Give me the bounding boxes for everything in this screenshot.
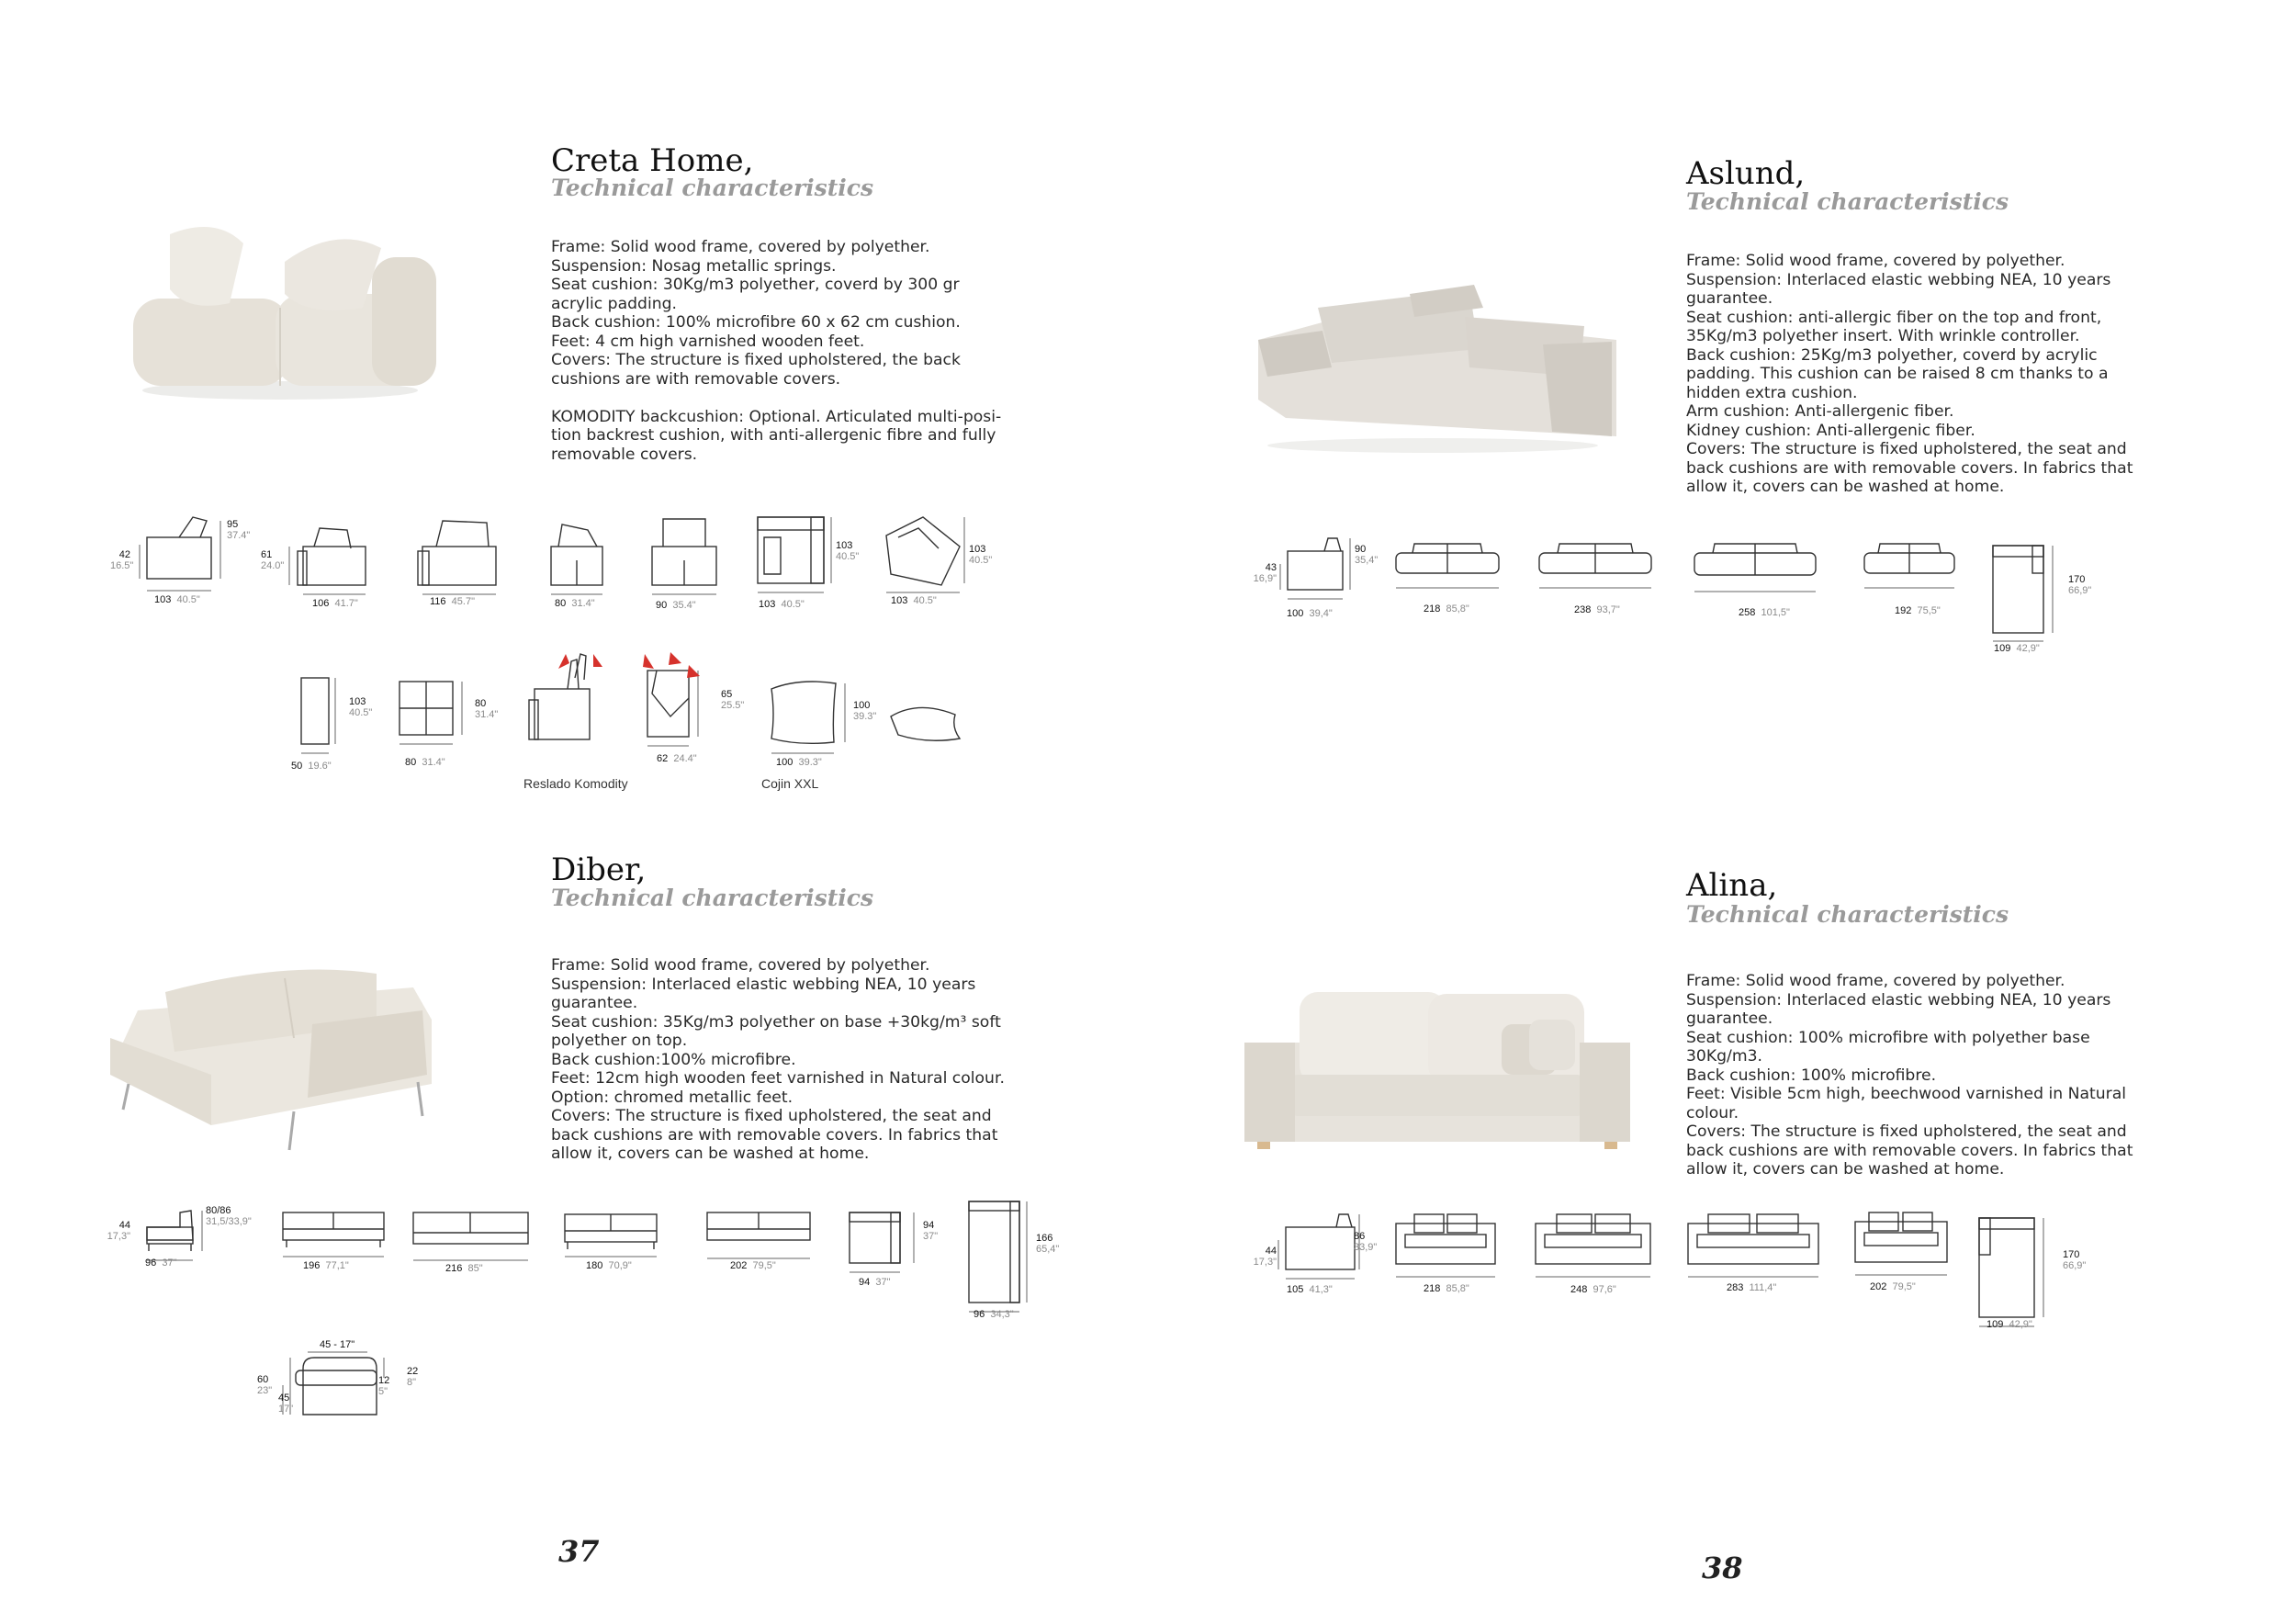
aslund-s6-width: 109 — [1994, 643, 2011, 654]
alina-l2-width-in: 85,8" — [1446, 1283, 1469, 1294]
aslund-s6-height: 170 — [2068, 574, 2086, 585]
diber-d4-width-in: 70,9" — [608, 1260, 632, 1271]
alina-l6-width-in: 42,9" — [2009, 1319, 2032, 1330]
aslund-subtitle: Technical characteristics — [1686, 188, 2009, 215]
alina-l4-width-in: 111,4" — [1749, 1282, 1777, 1293]
alina-l6-width: 109 — [1986, 1319, 2004, 1330]
diber-d7-width-in: 34,3" — [990, 1309, 1014, 1320]
creta-m6-height: 103 — [836, 540, 853, 551]
alina-subtitle: Technical characteristics — [1686, 901, 2009, 928]
aslund-sofa-photo — [1249, 276, 1616, 455]
aslund-s1-height-in: 35,4" — [1355, 555, 1379, 566]
aslund-s5-width: 192 — [1895, 605, 1912, 616]
alina-l4-width: 283 — [1727, 1282, 1744, 1293]
creta-title: Creta Home, — [551, 142, 754, 179]
creta-m5-width-in: 35.4" — [672, 600, 696, 611]
diber-d5-width-in: 79,5" — [752, 1260, 776, 1271]
diber-sketch-row — [129, 1194, 1047, 1323]
diber-specs: Frame: Solid wood frame, covered by polyether. Suspension: Interlaced elastic webbing NEA, 10 years guarantee. Seat cushion: 35Kg/m3 polyether on base +30kg/m³ soft polyether on top. Back cushion:100% microfibre. Feet: 12cm high wooden feet varnished in Natural colour. Option: chromed metallic feet. Covers: The structure is fixed upholstered, the seat and back cushions are with removable covers. In fabrics that allow it, covers can be washed at home. — [551, 956, 1005, 1163]
diber-d6-width-in: 37" — [875, 1277, 891, 1288]
creta-m1-height: 95 — [227, 519, 239, 530]
creta-m6-width: 103 — [759, 599, 776, 610]
alina-specs: Frame: Solid wood frame, covered by polyether. Suspension: Interlaced elastic webbing NEA, 10 years guarantee. Seat cushion: 100% microfibre with polyether base 30Kg/m3. Back cushion: 100% microfibre. Feet: Visible 5cm high, beechwood varnished in Natural colour. Covers: The structure is fixed upholstered, the seat and back cushions are with removable covers. In fabrics that allow it, covers can be washed at home. — [1686, 972, 2133, 1179]
creta-m1-seat: 42 — [118, 549, 130, 560]
alina-l1-height-in: 33,9" — [1354, 1242, 1378, 1253]
diber-arm-top: 45 - 17" — [320, 1339, 355, 1350]
creta-m1-width: 103 — [154, 594, 172, 605]
diber-d6-height: 94 — [923, 1220, 935, 1231]
diber-d5-width: 202 — [730, 1260, 748, 1271]
page-number-right: 38 — [1702, 1551, 1743, 1585]
creta-m5-width: 90 — [656, 600, 668, 611]
alina-l5-width: 202 — [1870, 1281, 1887, 1292]
aslund-s5-width-in: 75,5" — [1917, 605, 1941, 616]
aslund-s6-height-in: 66,9" — [2068, 585, 2092, 596]
creta-sofa-photo — [115, 207, 445, 404]
aslund-s1-seat-in: 16,9" — [1253, 573, 1277, 584]
diber-d1-width: 96 — [145, 1257, 157, 1269]
aslund-s3-width-in: 93,7" — [1596, 604, 1620, 615]
creta-m6-width-in: 40.5" — [781, 599, 805, 610]
creta-m4-width: 80 — [555, 598, 567, 609]
aslund-s2-width-in: 85,8" — [1446, 603, 1469, 615]
aslund-s1-height: 90 — [1355, 544, 1367, 555]
diber-d7-width: 96 — [974, 1309, 985, 1320]
creta-m7-width: 103 — [891, 595, 908, 606]
aslund-title: Aslund, — [1686, 155, 1806, 192]
diber-arm-detail-sketch — [276, 1350, 422, 1433]
creta-r1-width: 50 — [291, 761, 303, 772]
creta-caption-reslado: Reslado Komodity — [523, 776, 628, 791]
diber-d3-width: 216 — [445, 1263, 463, 1274]
diber-d4-width: 180 — [586, 1260, 603, 1271]
alina-l1-seat: 44 — [1265, 1246, 1277, 1257]
creta-r5-width: 100 — [776, 757, 793, 768]
creta-r1-height-in: 40.5" — [349, 707, 373, 718]
creta-m6-height-in: 40.5" — [836, 551, 860, 562]
creta-m2-width-in: 41.7" — [334, 598, 358, 609]
diber-d1-seat-in: 17,3" — [107, 1231, 130, 1242]
diber-d6-width: 94 — [859, 1277, 871, 1288]
creta-m2-seat: 61 — [261, 549, 273, 560]
diber-arm-22-in: 8" — [407, 1377, 417, 1388]
aslund-s2-width: 218 — [1424, 603, 1441, 615]
alina-title: Alina, — [1686, 867, 1778, 904]
creta-r2-height: 80 — [475, 698, 487, 709]
creta-specs: Frame: Solid wood frame, covered by polyether. Suspension: Nosag metallic springs. Seat cushion: 30Kg/m3 polyether, coverd by 300 gr acrylic padding. Back cushion: 100% microfibre 60 x 62 cm cushion. Feet: 4 cm high varnished wooden feet. Covers: The structure is fixed upholstered, the back cushions are with removable covers. KOMODITY backcushion: Optional. Articulated multi-posi- tion backrest cushion, with anti-allergenic fibre and fully removable covers. — [551, 238, 1002, 464]
alina-l1-height: 86 — [1354, 1231, 1366, 1242]
alina-l1-width: 105 — [1287, 1284, 1304, 1295]
aslund-sketch-row — [1267, 533, 2076, 652]
diber-subtitle: Technical characteristics — [551, 885, 874, 911]
creta-m3-width-in: 45.7" — [451, 596, 475, 607]
diber-sofa-photo — [101, 937, 441, 1157]
diber-d1-height: 80/86 — [206, 1205, 231, 1216]
diber-title: Diber, — [551, 851, 647, 888]
diber-d1-seat: 44 — [118, 1220, 130, 1231]
alina-l1-seat-in: 17,3" — [1253, 1257, 1277, 1268]
creta-r1-height: 103 — [349, 696, 366, 707]
creta-r5-height-in: 39.3" — [853, 711, 877, 722]
alina-l2-width: 218 — [1424, 1283, 1441, 1294]
aslund-s4-width: 258 — [1739, 607, 1756, 618]
creta-r2-height-in: 31.4" — [475, 709, 499, 720]
creta-m7-height: 103 — [969, 544, 986, 555]
alina-l3-width-in: 97,6" — [1593, 1284, 1616, 1295]
diber-d1-width-in: 37" — [162, 1257, 177, 1269]
diber-d3-width-in: 85" — [467, 1263, 483, 1274]
alina-l6-height-in: 66,9" — [2063, 1260, 2087, 1271]
diber-d2-width-in: 77,1" — [325, 1260, 349, 1271]
creta-sketch-row2 — [285, 643, 983, 762]
creta-r2-width-in: 31.4" — [422, 757, 445, 768]
creta-m3-width: 116 — [430, 596, 446, 607]
aslund-s1-seat: 43 — [1265, 562, 1277, 573]
creta-r2-width: 80 — [405, 757, 417, 768]
diber-d6-height-in: 37" — [923, 1231, 939, 1242]
diber-arm-seat-in: 17" — [278, 1404, 294, 1415]
creta-r5-width-in: 39.3" — [798, 757, 822, 768]
creta-m2-seat-in: 24.0" — [261, 560, 285, 571]
alina-l1-width-in: 41,3" — [1309, 1284, 1333, 1295]
creta-m4-width-in: 31.4" — [571, 598, 595, 609]
aslund-s6-width-in: 42,9" — [2016, 643, 2040, 654]
alina-l6-height: 170 — [2063, 1249, 2080, 1260]
alina-l5-width-in: 79,5" — [1892, 1281, 1916, 1292]
creta-caption-cojin: Cojin XXL — [761, 776, 819, 791]
diber-d7-height: 166 — [1036, 1233, 1053, 1244]
diber-arm-height-in: 23" — [257, 1385, 273, 1396]
diber-arm-height: 60 — [257, 1374, 269, 1385]
aslund-specs: Frame: Solid wood frame, covered by polyether. Suspension: Interlaced elastic webbing NEA, 10 years guarantee. Seat cushion: anti-allergic fiber on the top and front, 35Kg/m3 polyether insert. With wrinkle controller. Back cushion: 25Kg/m3 polyether, coverd by acrylic padding. This cushion can be raised 8 cm thanks to a hidden extra cushion. Arm cushion: Anti-allergenic fiber. Kidney cushion: Anti-allergenic fiber. Covers: The structure is fixed upholstered, the seat and back cushions are with removable covers. In fabrics that allow it, covers can be washed at home. — [1686, 252, 2133, 496]
page-number-left: 37 — [558, 1534, 600, 1569]
aslund-s1-width: 100 — [1287, 608, 1304, 619]
alina-sofa-photo — [1235, 974, 1639, 1153]
creta-r4-height: 65 — [721, 689, 733, 700]
creta-r4-width-in: 24.4" — [673, 753, 697, 764]
aslund-s1-width-in: 39,4" — [1309, 608, 1333, 619]
diber-d2-width: 196 — [303, 1260, 321, 1271]
alina-l3-width: 248 — [1570, 1284, 1588, 1295]
diber-arm-seat: 45 — [278, 1393, 290, 1404]
diber-arm-22: 22 — [407, 1366, 419, 1377]
creta-m2-width: 106 — [312, 598, 330, 609]
creta-subtitle: Technical characteristics — [551, 175, 874, 201]
creta-r4-width: 62 — [657, 753, 669, 764]
creta-r4-height-in: 25.5" — [721, 700, 745, 711]
diber-arm-12: 12 — [378, 1375, 390, 1386]
creta-m7-height-in: 40.5" — [969, 555, 993, 566]
diber-d7-height-in: 65,4" — [1036, 1244, 1060, 1255]
creta-m1-seat-in: 16.5" — [110, 560, 134, 571]
diber-arm-12-in: 5" — [378, 1386, 388, 1397]
diber-d1-height-in: 31,5/33,9" — [206, 1216, 252, 1227]
aslund-s4-width-in: 101,5" — [1761, 607, 1790, 618]
creta-m7-width-in: 40.5" — [913, 595, 937, 606]
creta-m1-height-in: 37.4" — [227, 530, 251, 541]
creta-r5-height: 100 — [853, 700, 871, 711]
creta-m1-width-in: 40.5" — [176, 594, 200, 605]
aslund-s3-width: 238 — [1574, 604, 1592, 615]
creta-r1-width-in: 19.6" — [308, 761, 332, 772]
alina-sketch-row — [1267, 1203, 2076, 1332]
